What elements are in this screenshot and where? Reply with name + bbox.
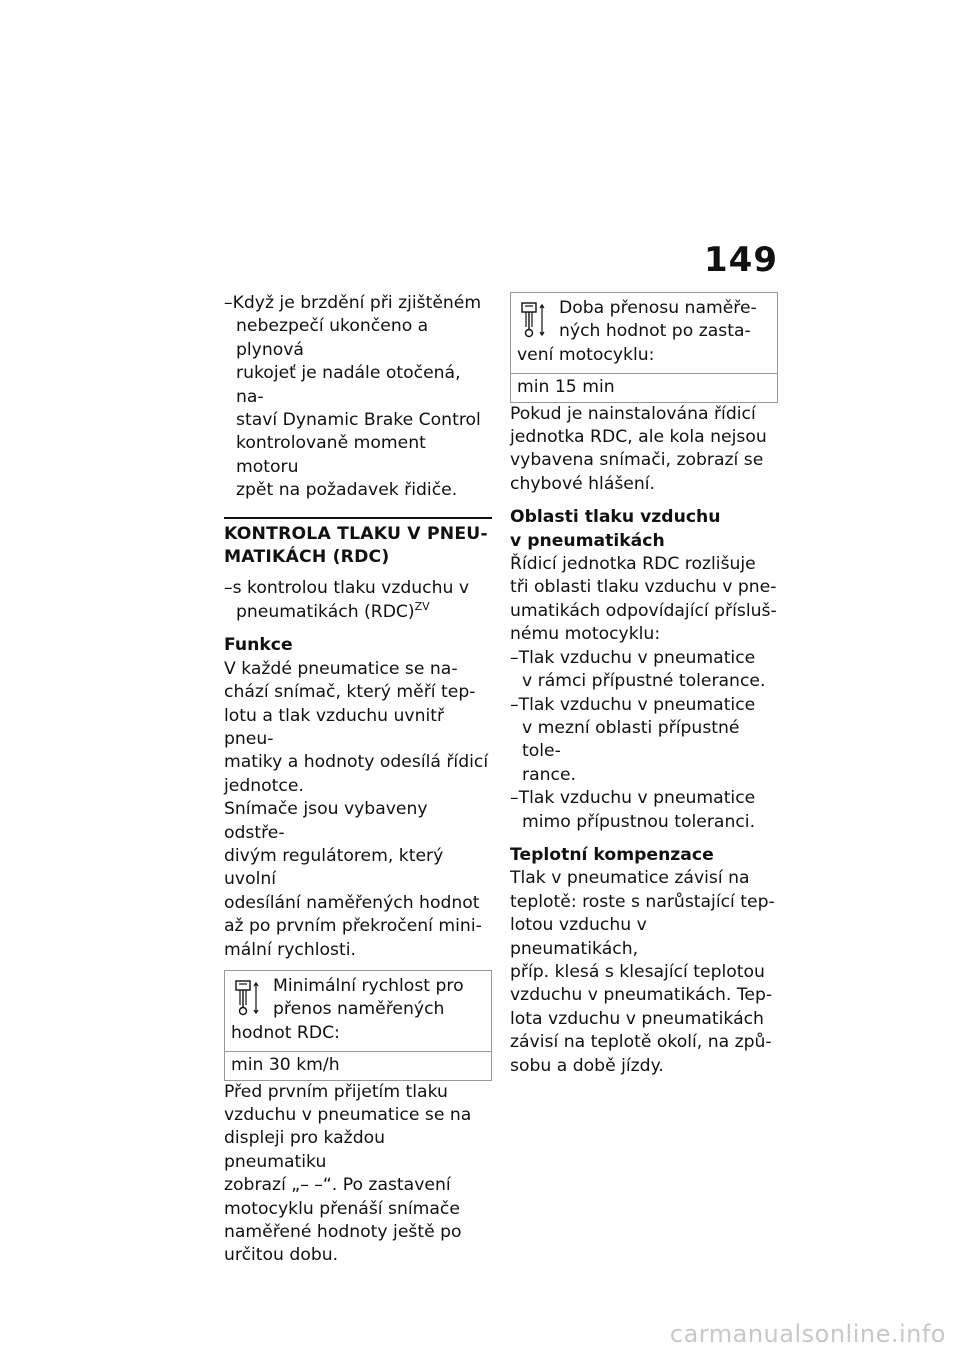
text-line: zobrazí „– –“. Po zastavení xyxy=(224,1175,451,1196)
text-line: Před prvním přijetím tlaku xyxy=(224,1081,448,1102)
text-line: závisí na teplotě okolí, na způ- xyxy=(510,1032,772,1053)
text-line: sobu a době jízdy. xyxy=(510,1055,664,1076)
text-line: teplotě: roste s narůstající tep- xyxy=(510,891,775,912)
funkce-heading: Funkce xyxy=(224,635,293,656)
text-line: lotou vzduchu v pneumatikách, xyxy=(510,915,647,959)
text-line: jednotce. xyxy=(224,775,304,796)
text-line: Snímače jsou vybaveny odstře- xyxy=(224,799,428,843)
text-line: Tlak v pneumatice závisí na xyxy=(510,868,750,889)
list-line: mimo přípustnou toleranci. xyxy=(522,811,756,832)
snimace-paragraph xyxy=(224,798,492,962)
tire-pressure-gauge-icon xyxy=(235,979,261,1017)
section-title-line: KONTROLA TLAKU V PNEU- xyxy=(224,523,488,544)
right-column xyxy=(510,292,778,1078)
text-line: odesílání naměřených hodnot xyxy=(224,892,480,913)
funkce-paragraph xyxy=(224,658,492,798)
text-line: naměřené hodnoty ještě po xyxy=(224,1222,462,1243)
intro-list-item xyxy=(224,292,492,503)
list-line: –Tlak vzduchu v pneumatice xyxy=(510,694,756,715)
text-line: motocyklu přenáší snímače xyxy=(224,1198,460,1219)
option-line: –s kontrolou tlaku vzduchu v xyxy=(224,578,470,599)
spec-label-line: ných hodnot po zasta- xyxy=(559,321,751,342)
spec-box-transfer-time xyxy=(510,292,778,403)
text-line: příp. klesá s klesající teplotou xyxy=(510,961,765,982)
list-item xyxy=(510,694,778,788)
text-line: až po prvním překročení mini- xyxy=(224,916,482,937)
text-line: vybavena snímači, zobrazí se xyxy=(510,450,764,471)
text-line: umatikách odpovídající přísluš- xyxy=(510,600,777,621)
page-number: 149 xyxy=(704,240,778,280)
text-line: určitou dobu. xyxy=(224,1245,339,1266)
text-line: chybové hlášení. xyxy=(510,473,656,494)
option-superscript: ZV xyxy=(414,599,430,613)
spec-label-line: Minimální rychlost pro xyxy=(273,975,464,996)
teplotni-heading: Teplotní kompenzace xyxy=(510,844,714,865)
oblasti-paragraph xyxy=(510,553,778,647)
heading-line: v pneumatikách xyxy=(510,530,665,551)
teplotni-paragraph xyxy=(510,867,778,1078)
oblasti-heading xyxy=(510,506,778,553)
list-line: –Tlak vzduchu v pneumatice xyxy=(510,647,756,668)
text-line: vzduchu v pneumatice se na xyxy=(224,1105,472,1125)
option-note xyxy=(224,577,492,624)
spec-label-line: vení motocyklu: xyxy=(517,344,655,365)
text-line: jednotka RDC, ale kola nejsou xyxy=(510,427,767,448)
spec-box-label xyxy=(225,971,491,1051)
watermark: carmanualsonline.info xyxy=(669,1320,946,1348)
intro-line: zpět na požadavek řidiče. xyxy=(236,480,458,501)
text-line: Řídicí jednotka RDC rozlišuje xyxy=(510,554,756,575)
section-title xyxy=(224,517,492,570)
intro-line: –Když je brzdění při zjištěném xyxy=(224,293,482,313)
after-box-paragraph xyxy=(510,403,778,497)
list-line: rance. xyxy=(522,764,576,785)
spec-box-min-speed xyxy=(224,970,492,1081)
after-box-paragraph xyxy=(224,1081,492,1268)
tire-pressure-gauge-icon xyxy=(521,301,547,339)
pressure-range-list xyxy=(510,647,778,834)
list-item xyxy=(510,787,778,834)
text-line: displeji pro každou pneumatiku xyxy=(224,1128,386,1172)
intro-line: staví Dynamic Brake Control xyxy=(236,410,481,431)
list-item xyxy=(510,647,778,694)
option-text: pneumatikách (RDC) xyxy=(236,601,415,622)
spec-box-value: min 15 min xyxy=(511,373,777,401)
text-line: nému motocyklu: xyxy=(510,624,661,645)
spec-label-line: přenos naměřených xyxy=(273,999,445,1020)
text-line: tři oblasti tlaku vzduchu v pne- xyxy=(510,577,777,598)
spec-box-label xyxy=(511,293,777,373)
text-line: matiky a hodnoty odesílá řídicí xyxy=(224,752,489,773)
spec-label-line: hodnot RDC: xyxy=(231,1022,340,1043)
text-line: Pokud je nainstalována řídicí xyxy=(510,403,756,424)
text-line: divým regulátorem, který uvolní xyxy=(224,845,444,890)
text-line: mální rychlosti. xyxy=(224,939,356,960)
left-column xyxy=(224,292,492,1268)
text-line: lotu a tlak vzduchu uvnitř pneu- xyxy=(224,705,445,749)
intro-line: nebezpečí ukončeno a plynová xyxy=(236,316,429,360)
text-line: lota vzduchu v pneumatikách xyxy=(510,1008,764,1029)
list-line: v rámci přípustné tolerance. xyxy=(522,671,766,692)
spec-box-value: min 30 km/h xyxy=(225,1051,491,1079)
text-line: vzduchu v pneumatikách. Tep- xyxy=(510,985,773,1006)
intro-line: rukojeť je nadále otočená, na- xyxy=(236,363,461,407)
spec-label-line: Doba přenosu naměře- xyxy=(559,298,757,318)
text-line: chází snímač, který měří tep- xyxy=(224,682,476,703)
intro-line: kontrolovaně moment motoru xyxy=(236,433,426,477)
heading-line: Oblasti tlaku vzduchu xyxy=(510,507,721,528)
list-line: –Tlak vzduchu v pneumatice xyxy=(510,788,756,809)
text-line: V každé pneumatice se na- xyxy=(224,658,458,679)
option-line xyxy=(224,601,492,624)
list-line: v mezní oblasti přípustné tole- xyxy=(522,717,740,762)
section-title-line: MATIKÁCH (RDC) xyxy=(224,547,390,568)
